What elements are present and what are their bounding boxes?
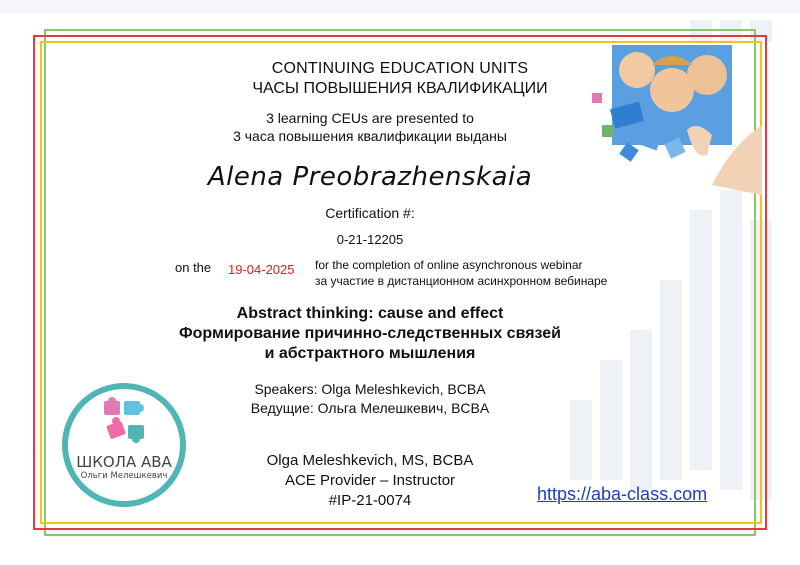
- header-title-ru: ЧАСЫ ПОВЫШЕНИЯ КВАЛИФИКАЦИИ: [252, 80, 548, 97]
- presented-text-en: 3 learning CEUs are presented to: [266, 110, 474, 126]
- completion-text-ru: за участие в дистанционном асинхронном вебинаре: [315, 274, 608, 288]
- presented-text-ru: 3 часа повышения квалификации выданы: [233, 128, 507, 144]
- course-title-en: Abstract thinking: cause and effect: [236, 305, 504, 322]
- signatory-name: Olga Meleshkevich, MS, BCBA: [266, 452, 474, 469]
- on-the-label: on the: [175, 260, 212, 275]
- completion-text-en: for the completion of online asynchronous webinar: [315, 258, 583, 272]
- header-title-en: CONTINUING EDUCATION UNITS: [271, 60, 529, 77]
- certification-number: 0-21-12205: [336, 232, 404, 247]
- certification-label: Certification #:: [325, 205, 415, 221]
- signatory-role: ACE Provider – Instructor: [284, 472, 456, 489]
- recipient-name: Alena Preobrazhenskaia: [207, 162, 533, 192]
- course-title-ru-line1: Формирование причинно-следственных связей: [178, 325, 562, 342]
- speakers-en: Speakers: Olga Meleshkevich, BCBA: [254, 381, 486, 397]
- logo-subtitle: Ольги Мелешкевич: [80, 471, 168, 481]
- completion-date: 19-04-2025: [228, 262, 295, 277]
- school-logo: [62, 383, 186, 507]
- speakers-ru: Ведущие: Ольга Мелешкевич, BCBA: [250, 400, 490, 416]
- course-title-ru-line2: и абстрактного мышления: [264, 345, 476, 362]
- puzzle-pieces-icon: [94, 397, 154, 451]
- website-link[interactable]: https://aba-class.com: [537, 484, 708, 504]
- logo-name: ШКОЛА АВА: [76, 453, 172, 471]
- signatory-id: #IP-21-0074: [328, 492, 412, 509]
